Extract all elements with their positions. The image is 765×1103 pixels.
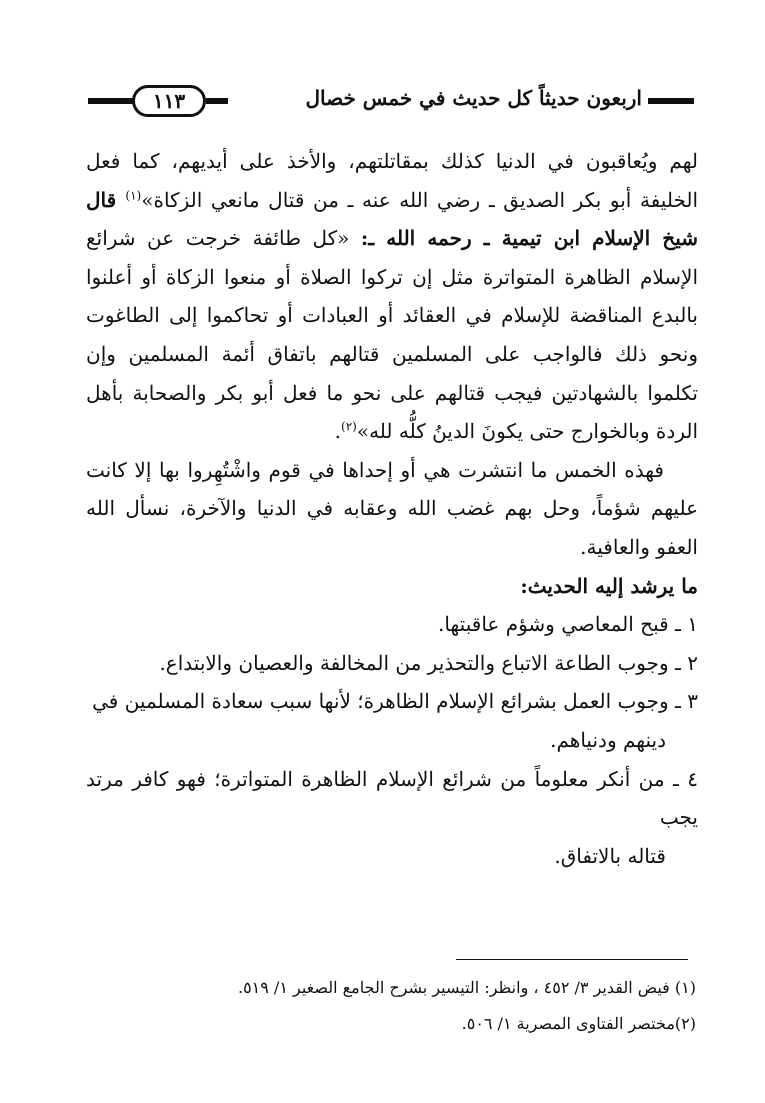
scholar-attribution: قال شيخ الإسلام ابن تيمية ـ رحمه الله ـ: xyxy=(86,187,698,251)
lesson-number: ٢ ـ xyxy=(675,650,698,675)
paragraph-text: لهم ويُعاقبون في الدنيا كذلك بمقاتلتهم، والأخذ على أيديهم، كما فعل الخليفة أبو بكر الصديق ـ رضي الله عنه ـ من قتال مانعي الزكاة» xyxy=(86,149,699,212)
paragraph-conclusion: فهذه الخمس ما انتشرت هي أو إحداها في قوم واشْتُهِروا بها إلا كانت عليهم شؤماً، وحل بهم غضب الله وعقابه في الدنيا والآخرة، نسأل الله العفو والعافية. xyxy=(86,457,698,559)
lesson-text-continued: دينهم ودنياهم. xyxy=(550,727,666,752)
lesson-number: ٤ ـ xyxy=(673,766,698,791)
paragraph-quote xyxy=(86,142,698,451)
quotation-text: «كل طائفة خرجت عن شرائع الإسلام الظاهرة المتواترة مثل إن تركوا الصلاة أو منعوا الزكاة أو أعلنوا بالبدع المناقضة للإسلام في العقائد أو العبادات أو تحاكموا إلى الطاغوت ونحو ذلك فالواجب على المسلمين قتالهم باتفاق أئمة المسلمين وإن تكلموا بالشهادتين فيجب قتالهم على نحو ما فعل أبو بكر والصحابة بأهل الردة وبالخوارج حتى يكونَ الدينُ كلُّه لله» xyxy=(86,226,698,444)
lesson-item xyxy=(86,682,698,759)
lesson-text: وجوب العمل بشرائع الإسلام الظاهرة؛ لأنها سبب سعادة المسلمين في xyxy=(92,689,669,714)
footnote-2: (٢)مختصر الفتاوى المصرية ١/ ٥٠٦. xyxy=(461,1014,696,1033)
header-rule-right xyxy=(648,98,694,103)
page-header xyxy=(88,82,694,122)
footnote-ref-2: (٢) xyxy=(341,419,357,434)
lesson-text: من أنكر معلوماً من شرائع الإسلام الظاهرة المتواترة؛ فهو كافر مرتد يجب xyxy=(86,766,698,830)
lesson-number: ٣ ـ xyxy=(675,689,698,714)
paragraph-end: . xyxy=(334,419,341,444)
lessons-heading: ما يرشد إليه الحديث: xyxy=(520,573,698,598)
lessons-list xyxy=(86,605,698,875)
lesson-text-continued: قتاله بالاتفاق. xyxy=(554,843,666,868)
footnotes xyxy=(150,970,696,1042)
header-rule-middle xyxy=(206,98,228,103)
lesson-item xyxy=(86,605,698,644)
footnote-ref-1: (١) xyxy=(125,187,142,202)
lesson-item xyxy=(86,760,698,876)
footnote-1: (١) فيض القدير ٣/ ٤٥٢ ، وانظر: التيسير بشرح الجامع الصغير ١/ ٥١٩. xyxy=(237,978,696,997)
running-title: اربعون حديثاً كل حديث في خمس خصال xyxy=(305,86,642,110)
lesson-text: قبح المعاصي وشؤم عاقبتها. xyxy=(438,612,669,637)
footnote-divider xyxy=(456,959,688,960)
main-text xyxy=(86,142,698,875)
page-number: ١١٣ xyxy=(132,85,206,117)
header-rule-left xyxy=(88,98,138,103)
lesson-item xyxy=(86,644,698,683)
lesson-text: وجوب الطاعة الاتباع والتحذير من المخالفة والعصيان والابتداع. xyxy=(159,650,669,675)
lesson-number: ١ ـ xyxy=(675,612,698,637)
